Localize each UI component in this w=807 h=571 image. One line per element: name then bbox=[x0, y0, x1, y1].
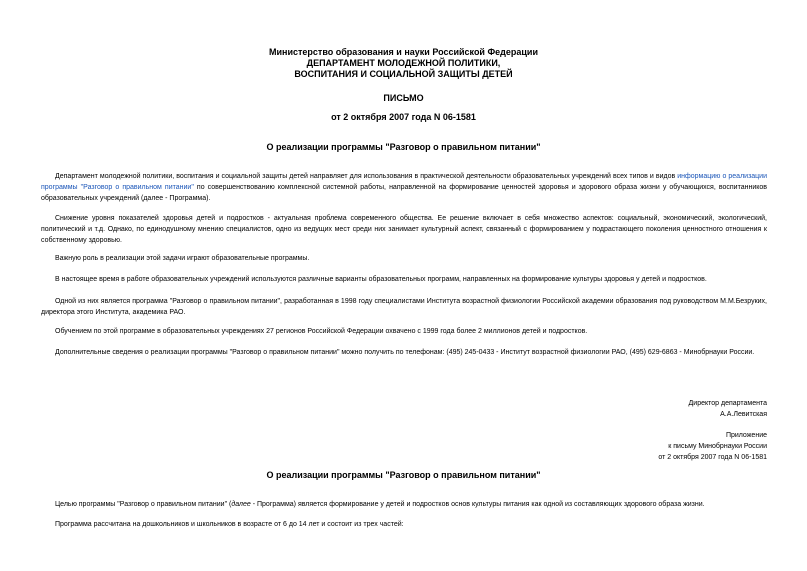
document-subject: О реализации программы "Разговор о правильном питании" bbox=[266, 142, 541, 152]
paragraph-contacts: Дополнительные сведения о реализации программы "Разговор о правильном питании" можно получить по телефонам: (495) 245-0433 - Институт возрастной физиологии РАО, (495) 629-6863 - Минобрнауки России. bbox=[55, 349, 755, 356]
paragraph-role: Важную роль в реализации этой задачи играют образовательные программы. bbox=[55, 255, 310, 262]
document-type: ПИСЬМО bbox=[383, 93, 424, 103]
program-goal-text-end: - Программа) является формирование у детей и подростков основ культуры питания как одной из составляющих здорового образа жизни. bbox=[250, 501, 705, 508]
appendix-reference-line1: к письму Минобрнауки России bbox=[668, 443, 767, 450]
paragraph-intro-text-start: Департамент молодежной политики, воспитания и социальной защиты детей направляет для использования в практической деятельности образовательных учреждений всех типов и видов bbox=[55, 173, 678, 180]
paragraph-program-goal bbox=[41, 499, 767, 510]
document-date-number: от 2 октября 2007 года N 06-1581 bbox=[331, 112, 476, 122]
signature-name: А.А.Левитская bbox=[720, 411, 767, 418]
paragraph-program-origin: Одной из них является программа "Разговор о правильном питании", разработанная в 1998 году специалистами Института возрастной физиологии Российской академии образования под руководством М.М.Безруких, директора этого Института, академика РАО. bbox=[41, 298, 767, 316]
paragraph-intro bbox=[41, 171, 767, 204]
paragraph-health-decline: Снижение уровня показателей здоровья детей и подростков - актуальная проблема современного общества. Ее решение включает в себя множество аспектов: социальный, экономический, экологический, политический и т.д. Однако, по единодушному мнению специалистов, одно из ведущих мест среди них занимает культурный аспект, связанный с формированием у подрастающего поколения ценностного отношения к собственному здоровью. bbox=[41, 215, 767, 244]
paragraph-program-audience: Программа рассчитана на дошкольников и школьников в возрасте от 6 до 14 лет и состоит из трех частей: bbox=[55, 521, 404, 528]
program-goal-text-start: Целью программы "Разговор о правильном питании" ( bbox=[55, 501, 232, 508]
program-goal-italic: далее bbox=[231, 501, 251, 508]
appendix-reference-line2: от 2 октября 2007 года N 06-1581 bbox=[658, 454, 767, 461]
department-heading-line2: ВОСПИТАНИЯ И СОЦИАЛЬНОЙ ЗАЩИТЫ ДЕТЕЙ bbox=[294, 69, 513, 79]
ministry-heading: Министерство образования и науки Российской Федерации bbox=[269, 47, 538, 57]
paragraph-programs: В настоящее время в работе образовательных учреждений используются различные варианты образовательных программ, направленных на формирование культуры здоровья у детей и подростков. bbox=[55, 276, 707, 283]
signature-title: Директор департамента bbox=[688, 400, 767, 407]
appendix-subject: О реализации программы "Разговор о правильном питании" bbox=[266, 470, 541, 480]
department-heading-line1: ДЕПАРТАМЕНТ МОЛОДЕЖНОЙ ПОЛИТИКИ, bbox=[306, 58, 501, 68]
paragraph-intro-text-end: по совершенствованию комплексной системной работы, направленной на формирование ценностей здоровья и здорового образа жизни у обучающихся, воспитанников образовательных учреждений (далее - Программа). bbox=[41, 184, 767, 202]
program-info-link[interactable]: информацию о реализации программы "Разговор о правильном питании" bbox=[41, 173, 767, 191]
paragraph-coverage: Обучением по этой программе в образовательных учреждениях 27 регионов Российской Федерации охвачено с 1999 года более 2 миллионов детей и подростков. bbox=[55, 328, 588, 335]
appendix-label: Приложение bbox=[725, 432, 767, 439]
